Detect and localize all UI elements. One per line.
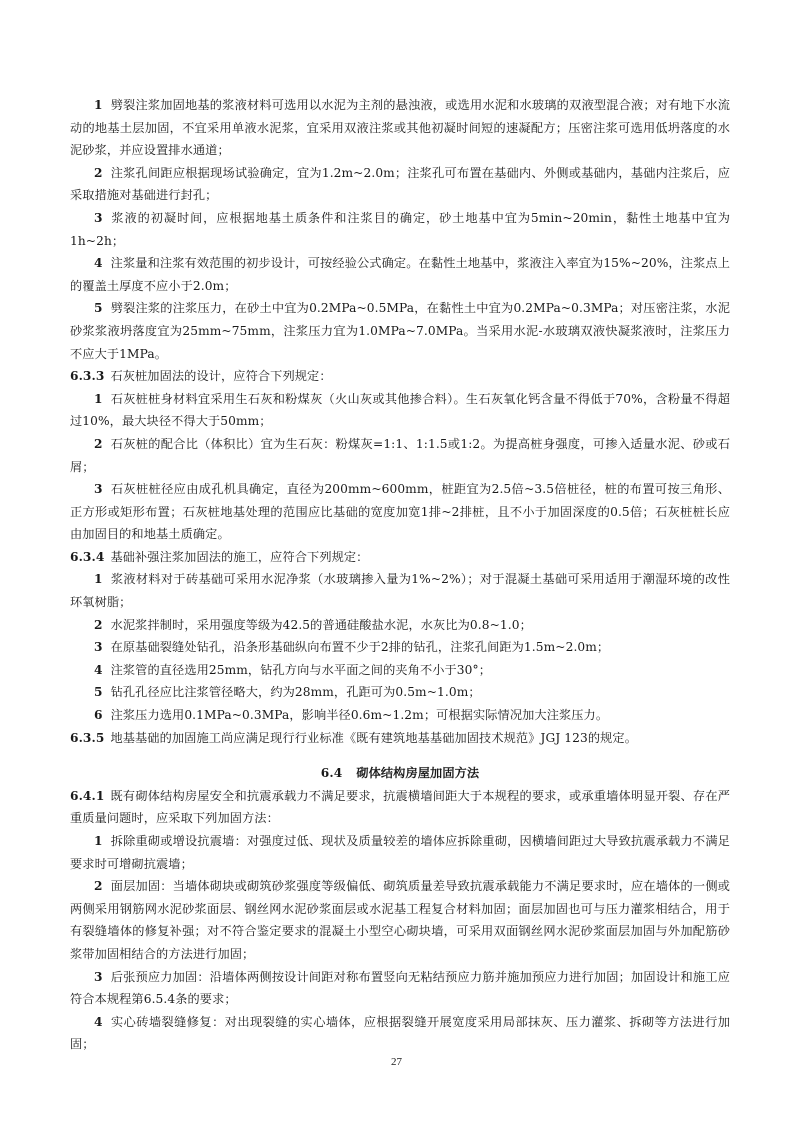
paragraph-text: 劈裂注浆的注浆压力，在砂土中宜为0.2MPa~0.5MPa，在黏性土中宜为0.2MPa~0.3MPa；对压密注浆，水泥砂浆浆液坍落度宜为25mm~75mm，注浆压力宜为1.0MPa~7.0MPa。当采用水泥-水玻璃双液快凝浆液时，注浆压力不应大于1MPa。 <box>70 301 730 361</box>
document-page <box>70 94 730 1056</box>
list-item-paragraph <box>70 659 730 682</box>
list-item-paragraph <box>70 1011 730 1056</box>
clause-paragraph <box>70 727 730 750</box>
paragraph-text: 注浆量和注浆有效范围的初步设计，可按经验公式确定。在黏性土地基中，浆液注入率宜为15%~20%，注浆点上的覆盖土厚度不应小于2.0m； <box>70 256 730 293</box>
paragraph-text: 注浆管的直径选用25mm，钻孔方向与水平面之间的夹角不小于30°； <box>110 662 491 677</box>
paragraph-text: 劈裂注浆加固地基的浆液材料可选用以水泥为主剂的悬浊液，或选用水泥和水玻璃的双液型混合液；对有地下水流动的地基土层加固，不宜采用单液水泥浆，宜采用双液注浆或其他初凝时间短的速凝配方；压密注浆可选用低坍落度的水泥砂浆，并应设置排水通道； <box>70 98 730 158</box>
clause-number: 6.3.4 <box>70 549 105 564</box>
clause-number: 6.3.5 <box>70 730 105 745</box>
list-item-paragraph <box>70 297 730 365</box>
paragraph-text: 注浆压力选用0.1MPa~0.3MPa，影响半径0.6m~1.2m；可根据实际情况加大注浆压力。 <box>110 708 609 723</box>
paragraph-text: 浆液的初凝时间，应根据地基土质条件和注浆目的确定，砂土地基中宜为5min~20min，黏性土地基中宜为1h~2h； <box>70 210 730 248</box>
list-item-paragraph <box>70 207 730 252</box>
paragraph-text: 石灰桩加固法的设计，应符合下列规定： <box>110 369 332 384</box>
clause-number: 6.4.1 <box>70 788 105 803</box>
list-item-paragraph <box>70 162 730 207</box>
paragraph-text: 后张预应力加固：沿墙体两侧按设计间距对称布置竖向无粘结预应力筋并施加预应力进行加固；加固设计和施工应符合本规程第6.5.4条的要求； <box>70 969 730 1007</box>
item-number: 2 <box>94 436 103 451</box>
item-number: 1 <box>94 391 103 406</box>
paragraph-text: 石灰桩桩身材料宜采用生石灰和粉煤灰（火山灰或其他掺合料）。生石灰氧化钙含量不得低于70%，含粉量不得超过10%，最大块径不得大于50mm； <box>70 391 730 429</box>
list-item-paragraph <box>70 614 730 637</box>
item-number: 2 <box>94 879 103 894</box>
content-after-section <box>70 785 730 1056</box>
list-item-paragraph <box>70 252 730 297</box>
paragraph-text: 水泥浆拌制时，采用强度等级为42.5的普通硅酸盐水泥，水灰比为0.8~1.0； <box>110 617 532 632</box>
paragraph-text: 拆除重砌或增设抗震墙：对强度过低、现状及质量较差的墙体应拆除重砌，因横墙间距过大导致抗震承载力不满足要求时可增砌抗震墙； <box>70 834 730 871</box>
clause-number: 6.3.3 <box>70 369 105 384</box>
paragraph-text: 实心砖墙裂缝修复：对出现裂缝的实心墙体，应根据裂缝开展宽度采用局部抹灰、压力灌浆、拆砌等方法进行加固； <box>70 1014 730 1052</box>
item-number: 1 <box>94 572 103 587</box>
list-item-paragraph <box>70 94 730 162</box>
item-number: 2 <box>94 165 103 180</box>
item-number: 3 <box>94 482 103 497</box>
item-number: 5 <box>94 685 103 700</box>
page-number: 27 <box>391 1056 402 1068</box>
paragraph-text: 石灰桩的配合比（体积比）宜为生石灰：粉煤灰=1:1、1:1.5或1:2。为提高桩身强度，可掺入适量水泥、砂或石屑； <box>70 436 730 474</box>
paragraph-text: 既有砌体结构房屋安全和抗震承载力不满足要求，抗震横墙间距大于本规程的要求，或承重墙体明显开裂、存在严重质量问题时，应采取下列加固方法： <box>70 788 730 826</box>
section-heading <box>70 762 730 785</box>
paragraph-text: 注浆孔间距应根据现场试验确定，宜为1.2m~2.0m；注浆孔可布置在基础内、外侧或基础内，基础内注浆后，应采取措施对基础进行封孔； <box>70 165 730 203</box>
list-item-paragraph <box>70 875 730 965</box>
list-item-paragraph <box>70 704 730 727</box>
list-item-paragraph <box>70 636 730 659</box>
list-item-paragraph <box>70 568 730 613</box>
paragraph-text: 在原基础裂缝处钻孔，沿条形基础纵向布置不少于2排的钻孔，注浆孔间距为1.5m~2.0m； <box>110 640 610 655</box>
paragraph-text: 基础补强注浆加固法的施工，应符合下列规定： <box>110 549 369 564</box>
list-item-paragraph <box>70 433 730 478</box>
content-before-section <box>70 94 730 749</box>
list-item-paragraph <box>70 966 730 1011</box>
section-title: 砌体结构房屋加固方法 <box>356 766 480 781</box>
clause-paragraph <box>70 546 730 569</box>
paragraph-text: 面层加固：当墙体砌块或砌筑砂浆强度等级偏低、砌筑质量差导致抗震承载能力不满足要求时，应在墙体的一侧或两侧采用钢筋网水泥砂浆面层、钢丝网水泥砂浆面层或水泥基工程复合材料加固；面层加固也可与压力灌浆相结合，用于有裂缝墙体的修复补强；对不符合鉴定要求的混凝土小型空心砌块墙，可采用双面钢丝网水泥砂浆面层加固与外加配筋砂浆带加固相结合的方法进行加固； <box>70 879 730 961</box>
paragraph-text: 钻孔孔径应比注浆管径略大，约为28mm，孔距可为0.5m~1.0m； <box>110 685 481 700</box>
list-item-paragraph <box>70 681 730 704</box>
clause-paragraph <box>70 785 730 830</box>
list-item-paragraph <box>70 478 730 546</box>
item-number: 3 <box>94 640 103 655</box>
item-number: 3 <box>94 969 103 984</box>
clause-paragraph <box>70 365 730 388</box>
item-number: 3 <box>94 210 103 225</box>
paragraph-text: 地基基础的加固施工尚应满足现行行业标准《既有建筑地基基础加固技术规范》JGJ 123的规定。 <box>110 730 637 745</box>
item-number: 1 <box>94 834 103 848</box>
list-item-paragraph <box>70 388 730 433</box>
item-number: 5 <box>94 301 103 316</box>
paragraph-text: 石灰桩桩径应由成孔机具确定，直径为200mm~600mm，桩距宜为2.5倍~3.5倍桩径，桩的布置可按三角形、正方形或矩形布置；石灰桩地基处理的范围应比基础的宽度加宽1排~2排桩，且不小于加固深度的0.5倍；石灰桩桩长应由加固目的和地基土质确定。 <box>70 482 730 542</box>
item-number: 4 <box>94 256 103 271</box>
item-number: 4 <box>94 1014 103 1029</box>
paragraph-text: 浆液材料对于砖基础可采用水泥净浆（水玻璃掺入量为1%~2%）；对于混凝土基础可采用适用于潮湿环境的改性环氧树脂； <box>70 572 730 610</box>
item-number: 1 <box>94 98 103 112</box>
item-number: 6 <box>94 708 103 723</box>
item-number: 2 <box>94 617 103 632</box>
item-number: 4 <box>94 662 103 677</box>
list-item-paragraph <box>70 830 730 875</box>
section-number: 6.4 <box>320 766 343 781</box>
